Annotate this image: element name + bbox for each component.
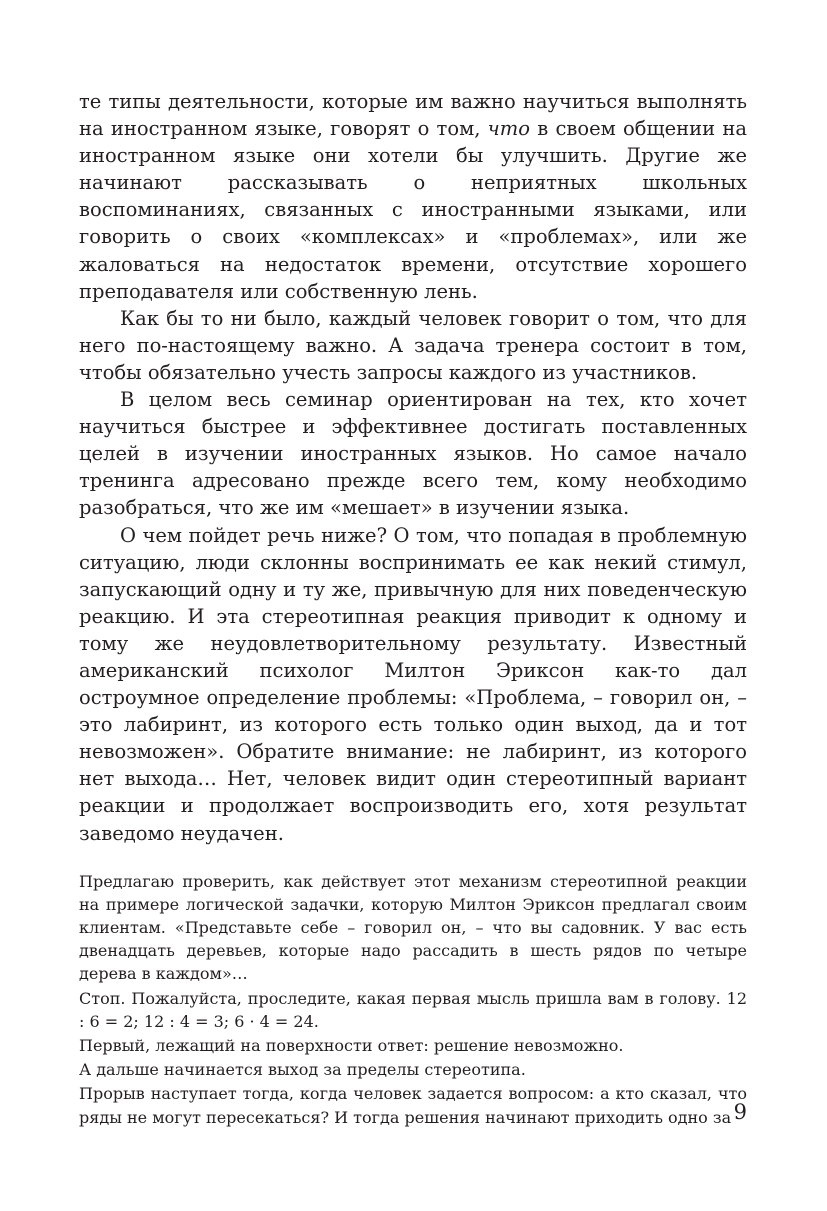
book-page	[79, 88, 747, 1129]
paragraph-2: Как бы то ни было, каждый человек говорит о том, что для него по-настоящему важно. А задача тренера состоит в том, чтобы обязательно учесть запросы каждого из участников.	[79, 306, 747, 384]
main-text	[79, 88, 747, 847]
exercise-paragraph: Прорыв наступает тогда, когда человек задается вопросом: а кто сказал, что ряды не могут пересекаться? И тогда решения начинают приходить одно за	[79, 1084, 747, 1127]
exercise-paragraph: А дальше начинается выход за пределы стереотипа.	[79, 1060, 526, 1080]
exercise-text	[79, 870, 747, 1129]
paragraph-4: О чем пойдет речь ниже? О том, что попадая в проблемную ситуацию, люди склонны воспринимать ее как некий стимул, запускающий одну и ту же, привычную для них поведенческую реакцию. И эта стереотипная реакция приводит к одному и тому же неудовлетворительному результату. Известный американский психолог Милтон Эриксон как-то дал остроумное определение проблемы: «Проблема, – говорил он, – это лабиринт, из которого есть только один выход, да и тот невозможен». Обратите внимание: не лабиринт, из которого нет выхода… Нет, человек видит один стереотипный вариант реакции и продолжает воспроизводить его, хотя результат заведомо неудачен.	[79, 523, 747, 845]
exercise-paragraph: Предлагаю проверить, как действует этот механизм стереотипной реакции на примере логической задачки, которую Милтон Эриксон предлагал своим клиентам. «Представьте себе – говорил он, – что вы садовник. У вас есть двенадцать деревьев, которые надо рассадить в шесть рядов по четыре дерева в каждом»…	[79, 871, 747, 984]
exercise-paragraph: Стоп. Пожалуйста, проследите, какая первая мысль пришла вам в голову. 12 : 6 = 2; 12 : 4 = 3; 6 · 4 = 24.	[79, 988, 747, 1031]
paragraph-1: те типы деятельности, которые им важно научиться выполнять на иностранном языке, говорят о том, что в своем общении на иностранном языке они хотели бы улучшить. Другие же начинают рассказывать о неприятных школьных воспоминаниях, связанных с иностранными языками, или говорить о своих «комплексах» и «проблемах», или же жаловаться на недостаток времени, отсутствие хорошего преподавателя или собственную лень.	[79, 90, 747, 303]
page-number: 9	[733, 1100, 747, 1124]
exercise-paragraph: Первый, лежащий на поверхности ответ: решение невозможно.	[79, 1036, 624, 1056]
italic-emphasis: что	[487, 117, 531, 141]
paragraph-3: В целом весь семинар ориентирован на тех, кто хочет научиться быстрее и эффективнее достигать поставленных целей в изучении иностранных языков. Но самое начало тренинга адресовано прежде всего тем, кому необходимо разобраться, что же им «мешает» в изучении языка.	[79, 388, 747, 520]
section-gap	[79, 847, 747, 870]
